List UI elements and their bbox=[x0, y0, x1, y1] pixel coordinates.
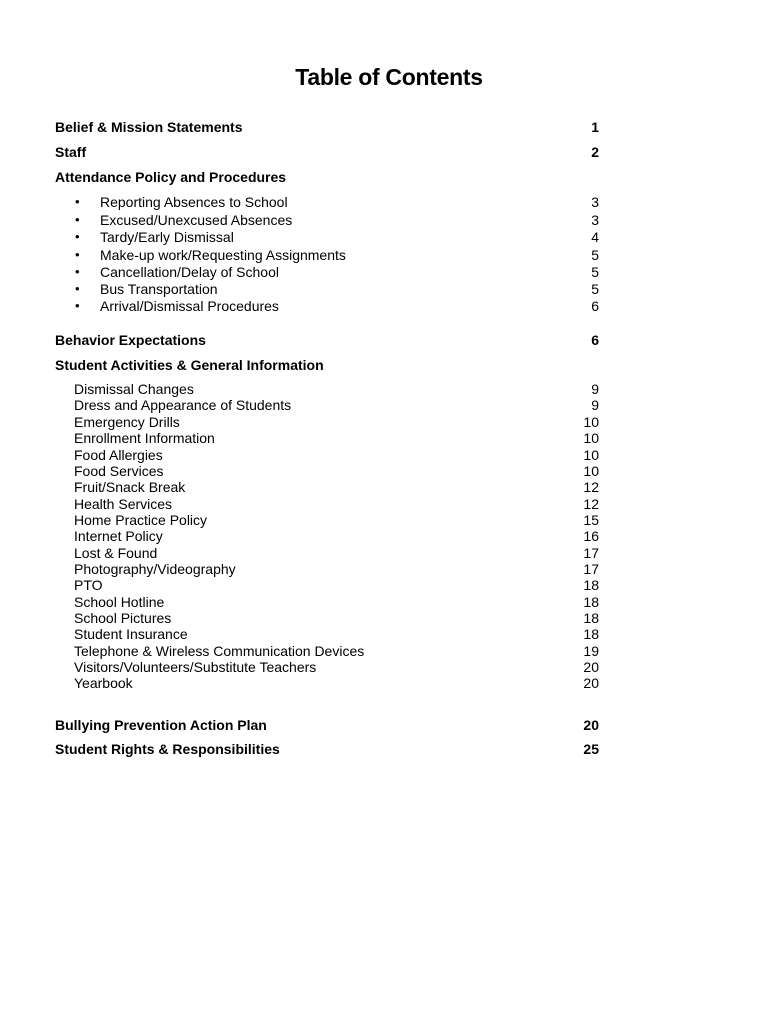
toc-subitem-label: Yearbook bbox=[74, 675, 133, 691]
toc-subitem-row[interactable] bbox=[55, 610, 599, 626]
bullet-icon: • bbox=[75, 281, 80, 296]
toc-page-number: 17 bbox=[583, 544, 599, 561]
toc-subitem-row[interactable] bbox=[55, 659, 599, 675]
toc-page-number: 2 bbox=[591, 144, 599, 160]
toc-subitem-row[interactable] bbox=[55, 297, 599, 315]
toc-subitem-row[interactable] bbox=[55, 246, 599, 264]
toc-subitem-row[interactable] bbox=[55, 263, 599, 281]
toc-page-number: 5 bbox=[591, 281, 599, 297]
toc-subitem-label: Health Services bbox=[74, 495, 173, 512]
toc-subitem-row[interactable] bbox=[55, 496, 599, 512]
toc-page-number: 9 bbox=[591, 397, 599, 413]
toc-section-row[interactable] bbox=[55, 118, 599, 136]
toc-subitem-label: Arrival/Dismissal Procedures bbox=[100, 298, 279, 314]
toc-subitem-label: Visitors/Volunteers/Substitute Teachers bbox=[74, 658, 317, 675]
toc-subitem-row[interactable] bbox=[55, 626, 599, 642]
bullet-icon: • bbox=[75, 229, 80, 244]
toc-subitem-label: School Hotline bbox=[74, 593, 165, 610]
toc-section-label: Attendance Policy and Procedures bbox=[55, 169, 287, 185]
toc-section-row[interactable] bbox=[55, 331, 599, 349]
toc-subitem-label: Enrollment Information bbox=[74, 430, 215, 446]
toc-subitem-row[interactable] bbox=[55, 381, 599, 397]
toc-subitem-row[interactable] bbox=[55, 561, 599, 577]
toc-subitem-label: Make-up work/Requesting Assignments bbox=[100, 246, 346, 263]
toc-section-label: Student Activities & General Information bbox=[55, 357, 324, 373]
toc-page-number: 10 bbox=[583, 462, 599, 479]
toc-page-number: 25 bbox=[583, 741, 599, 757]
toc-subitem-label: Telephone & Wireless Communication Devices bbox=[74, 642, 365, 659]
toc-section-row[interactable] bbox=[55, 716, 599, 734]
toc-subitem-row[interactable] bbox=[55, 528, 599, 544]
toc-page-number: 19 bbox=[583, 642, 599, 659]
toc-subitem-row[interactable] bbox=[55, 594, 599, 610]
toc-section-label: Staff bbox=[55, 144, 87, 160]
toc-page-number: 10 bbox=[583, 446, 599, 463]
toc-subitem-row[interactable] bbox=[55, 228, 599, 246]
toc-subitem-row[interactable] bbox=[55, 211, 599, 229]
toc-page-number: 15 bbox=[583, 511, 599, 528]
toc-subitem-label: Food Allergies bbox=[74, 446, 163, 463]
toc-subitem-label: Student Insurance bbox=[74, 626, 188, 642]
toc-subitem-label: Home Practice Policy bbox=[74, 511, 208, 528]
toc-section-label: Belief & Mission Statements bbox=[55, 119, 243, 135]
toc-page-number: 20 bbox=[583, 675, 599, 691]
bullet-icon: • bbox=[75, 298, 80, 313]
toc-section-label: Behavior Expectations bbox=[55, 332, 206, 348]
toc-page-number: 12 bbox=[583, 495, 599, 512]
toc-subitem-row[interactable] bbox=[55, 675, 599, 691]
toc-page-number: 18 bbox=[583, 593, 599, 610]
toc-subitem-row[interactable] bbox=[55, 280, 599, 298]
toc-page-number: 17 bbox=[583, 561, 599, 577]
toc-page-number: 1 bbox=[591, 119, 599, 135]
toc-page-number: 5 bbox=[591, 246, 599, 263]
toc-page-number: 4 bbox=[591, 229, 599, 245]
toc-subitem-row[interactable] bbox=[55, 430, 599, 446]
toc-subitem-row[interactable] bbox=[55, 643, 599, 659]
toc-page-number: 6 bbox=[591, 298, 599, 314]
toc-subitem-label: Reporting Absences to School bbox=[100, 194, 288, 210]
toc-subitem-row[interactable] bbox=[55, 414, 599, 430]
toc-page-number: 18 bbox=[583, 609, 599, 626]
bullet-icon: • bbox=[75, 264, 80, 279]
toc-subitem-row[interactable] bbox=[55, 463, 599, 479]
toc-page-number: 10 bbox=[583, 413, 599, 430]
toc-subitem-row[interactable] bbox=[55, 545, 599, 561]
toc-subitem-row[interactable] bbox=[55, 193, 599, 211]
page-title: Table of Contents bbox=[295, 64, 483, 90]
toc-subitem-label: Emergency Drills bbox=[74, 413, 180, 430]
toc-page-number: 5 bbox=[591, 264, 599, 280]
toc-page-number: 10 bbox=[583, 430, 599, 446]
toc-page-number: 16 bbox=[583, 528, 599, 544]
toc-page-number: 6 bbox=[591, 332, 599, 348]
toc-page-number: 18 bbox=[583, 577, 599, 593]
toc-page-number: 20 bbox=[583, 658, 599, 675]
toc-subitem-row[interactable] bbox=[55, 397, 599, 413]
bullet-icon: • bbox=[75, 194, 80, 209]
toc-page-number: 12 bbox=[583, 479, 599, 495]
toc-page-number: 20 bbox=[583, 717, 599, 733]
toc-section-label: Student Rights & Responsibilities bbox=[55, 741, 280, 757]
toc-subitem-label: Internet Policy bbox=[74, 528, 163, 544]
toc-section-row[interactable] bbox=[55, 168, 599, 186]
toc-section-row[interactable] bbox=[55, 356, 599, 374]
toc-subitem-label: Lost & Found bbox=[74, 544, 158, 561]
toc-subitem-row[interactable] bbox=[55, 447, 599, 463]
toc-subitem-label: Food Services bbox=[74, 462, 164, 479]
toc-subitem-label: Dismissal Changes bbox=[74, 380, 194, 397]
toc-subitem-label: School Pictures bbox=[74, 609, 172, 626]
toc-subitem-row[interactable] bbox=[55, 479, 599, 495]
toc-subitem-label: Dress and Appearance of Students bbox=[74, 397, 292, 413]
toc-subitem-label: Fruit/Snack Break bbox=[74, 479, 186, 495]
toc-page-number: 18 bbox=[583, 626, 599, 642]
toc-subitem-label: PTO bbox=[74, 577, 103, 593]
toc-page-number: 9 bbox=[591, 380, 599, 397]
toc-subitem-label: Bus Transportation bbox=[100, 281, 218, 297]
toc-section-label: Bullying Prevention Action Plan bbox=[55, 717, 267, 733]
toc-subitem-label: Cancellation/Delay of School bbox=[100, 264, 279, 280]
bullet-icon: • bbox=[75, 211, 80, 227]
toc-subitem-row[interactable] bbox=[55, 577, 599, 593]
toc-subitem-row[interactable] bbox=[55, 512, 599, 528]
toc-section-row[interactable] bbox=[55, 740, 599, 758]
toc-subitem-label: Photography/Videography bbox=[74, 561, 236, 577]
bullet-icon: • bbox=[75, 246, 80, 262]
toc-subitem-label: Excused/Unexcused Absences bbox=[100, 211, 293, 228]
toc-page-number: 3 bbox=[591, 194, 599, 210]
toc-section-row[interactable] bbox=[55, 143, 599, 161]
toc-subitem-label: Tardy/Early Dismissal bbox=[100, 229, 234, 245]
toc-page-number: 3 bbox=[591, 211, 599, 228]
